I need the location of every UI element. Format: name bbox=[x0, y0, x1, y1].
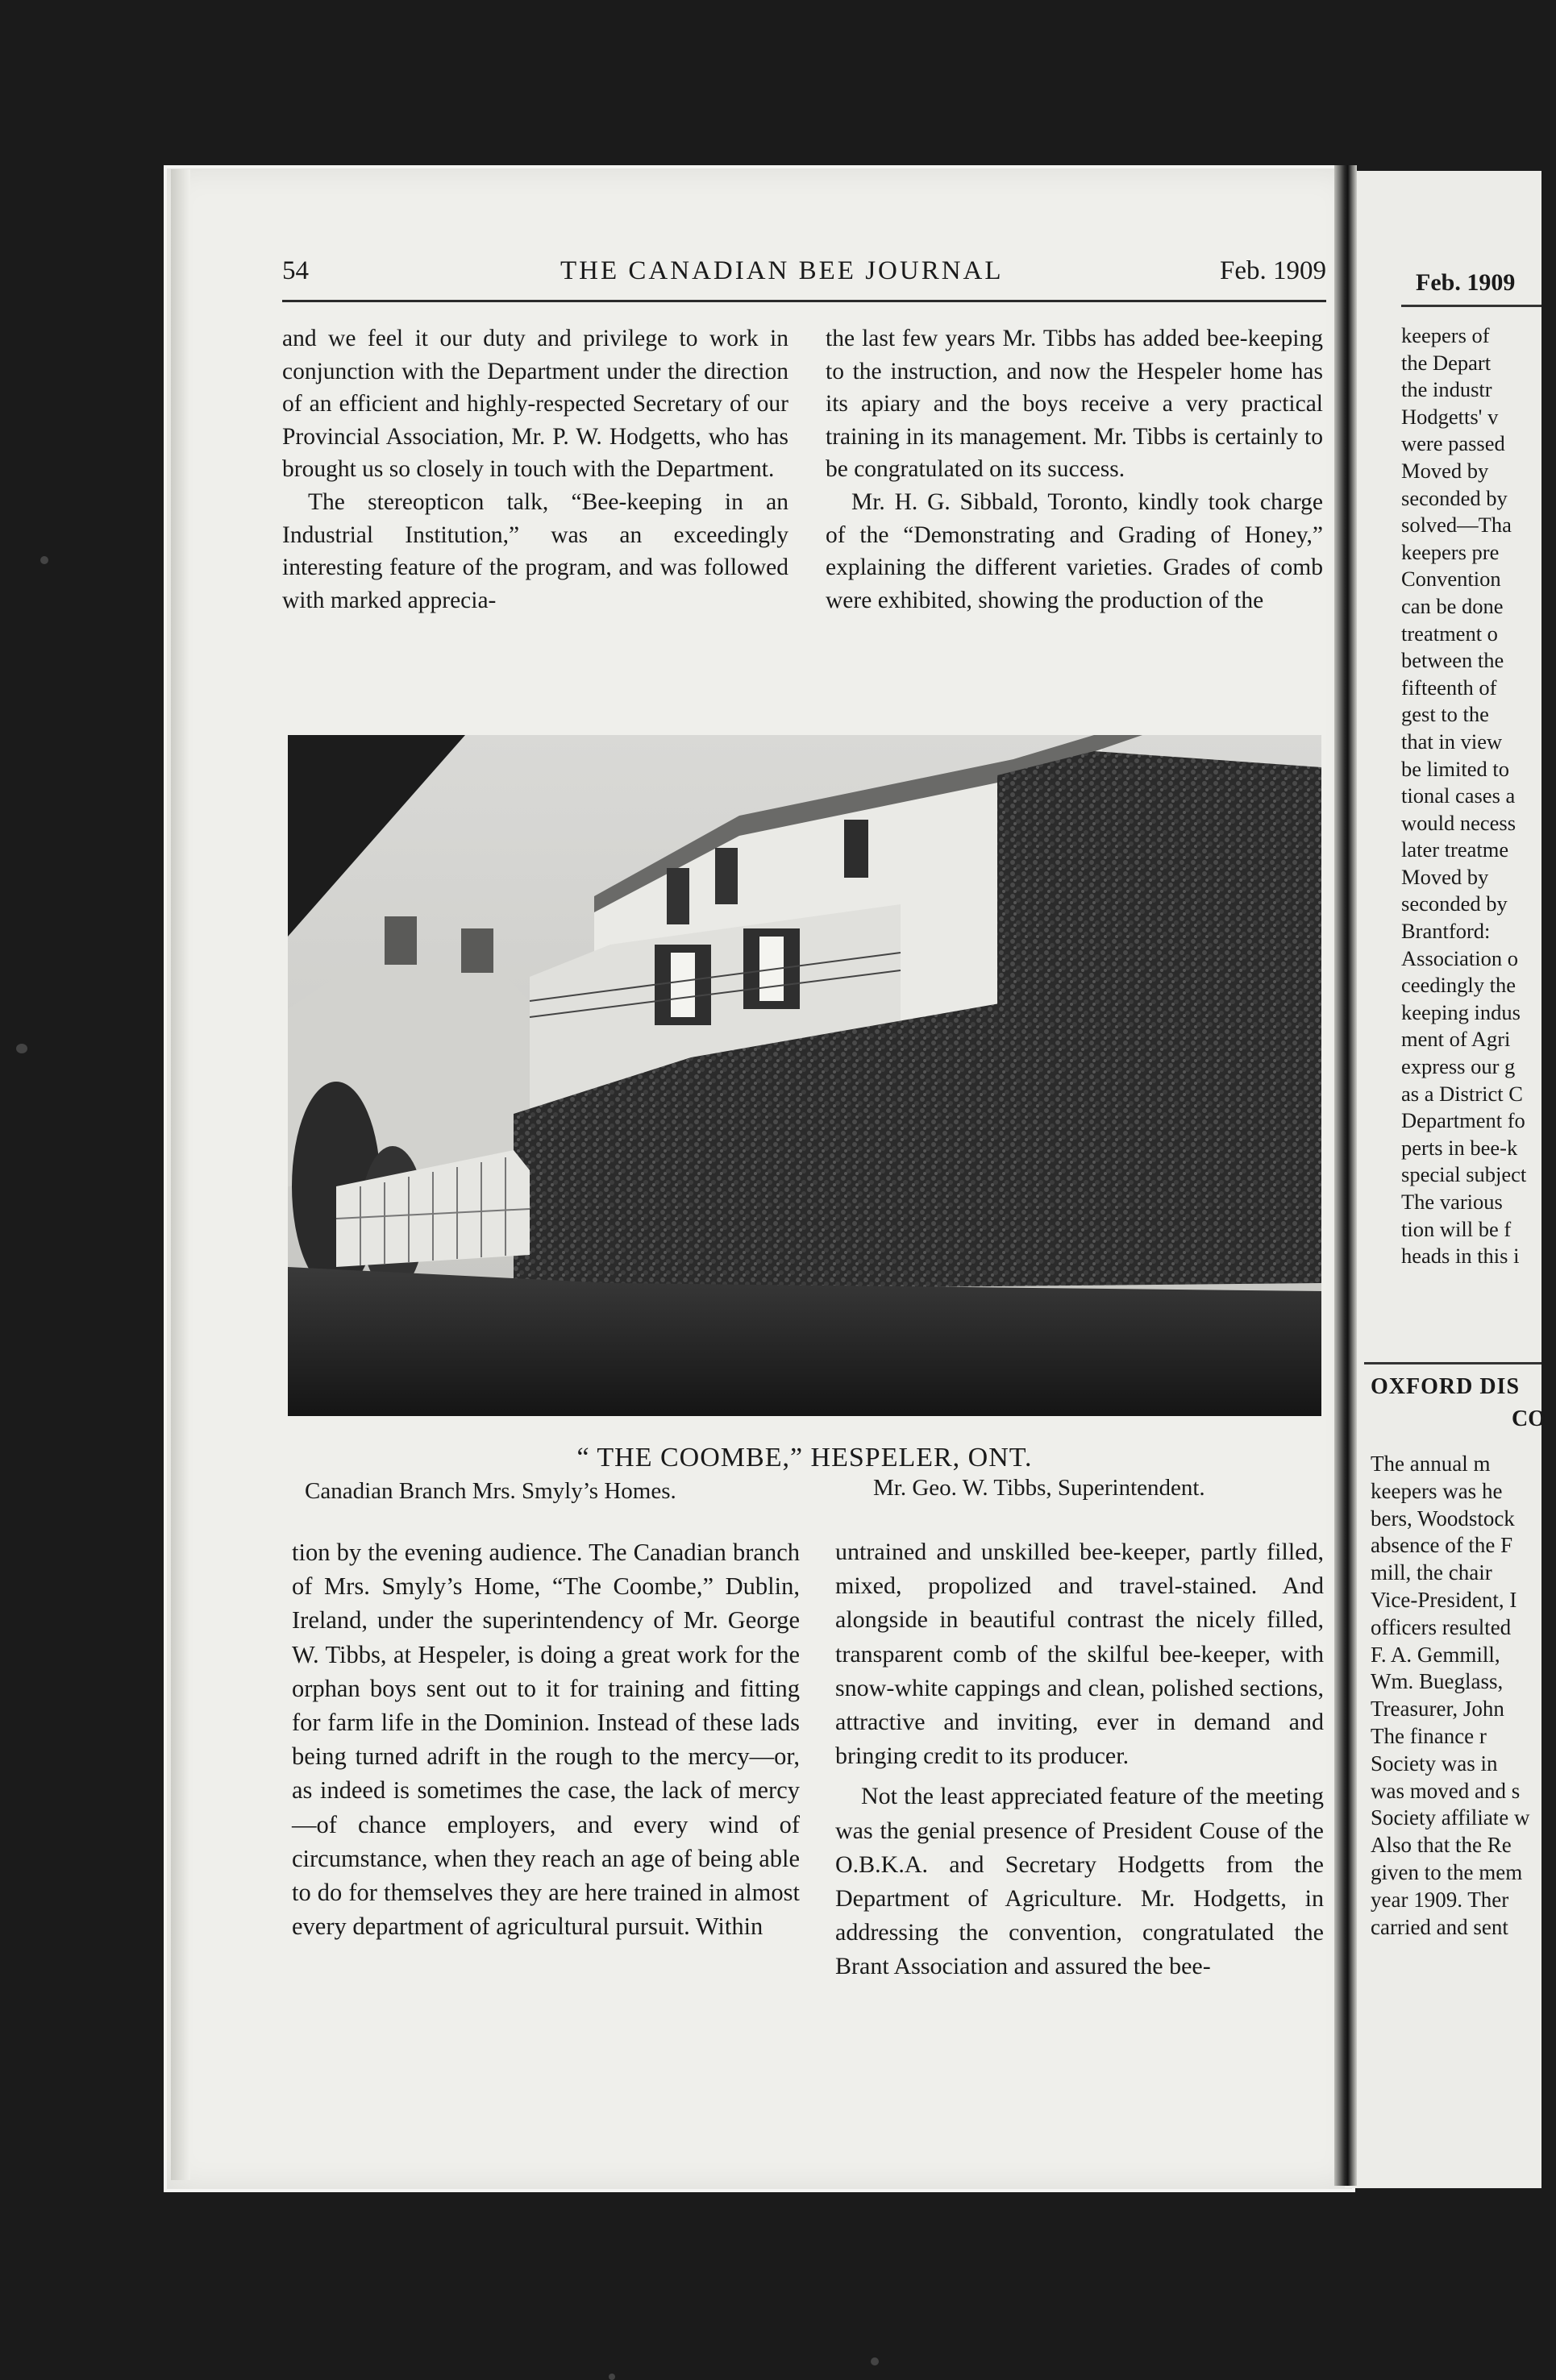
facing-page-line: bers, Woodstock bbox=[1371, 1506, 1515, 1531]
photo-caption-left: Canadian Branch Mrs. Smyly’s Homes. bbox=[305, 1478, 676, 1504]
facing-page-line: F. A. Gemmill, bbox=[1371, 1642, 1500, 1667]
facing-page-line: Department fo bbox=[1401, 1108, 1525, 1133]
facing-page-line: seconded by bbox=[1401, 891, 1508, 916]
facing-page-line: Society affiliate w bbox=[1371, 1805, 1530, 1830]
facing-page-line: as a District C bbox=[1401, 1081, 1523, 1106]
facing-page-section-heading-2: CO bbox=[1512, 1406, 1546, 1431]
facing-page-line: solved—Tha bbox=[1401, 513, 1512, 538]
facing-page-line: Brantford: bbox=[1401, 919, 1491, 944]
facing-page-line: Moved by bbox=[1401, 864, 1489, 889]
right-column-top bbox=[826, 322, 1323, 617]
facing-page-line: Society was in bbox=[1371, 1751, 1498, 1776]
facing-page-line: that in view bbox=[1401, 729, 1503, 754]
paragraph: Not the least appreciated feature of the meeting was the genial presence of President Couse of the O.B.K.A. and Secretary Hodgetts from the Department of Agriculture. Mr. Hodgetts, in addressing the convention, congratulated the Brant Association and assured the bee- bbox=[835, 1783, 1324, 1980]
facing-page-running-head: Feb. 1909 bbox=[1416, 269, 1516, 296]
left-column-top bbox=[282, 322, 788, 617]
scan-speck bbox=[16, 1044, 27, 1053]
photo-caption-right: Mr. Geo. W. Tibbs, Superintendent. bbox=[873, 1475, 1205, 1501]
journal-title: THE CANADIAN BEE JOURNAL bbox=[560, 256, 1004, 285]
facing-page-line: treatment o bbox=[1401, 621, 1498, 646]
facing-page-line: Treasurer, John bbox=[1371, 1697, 1504, 1722]
facing-page-line: Vice-President, I bbox=[1371, 1587, 1517, 1612]
facing-page-line: year 1909. Ther bbox=[1371, 1887, 1509, 1912]
facing-page-line: carried and sent bbox=[1371, 1914, 1508, 1939]
facing-page-line: keepers was he bbox=[1371, 1478, 1503, 1503]
paragraph: The stereopticon talk, “Bee-keeping in an Industrial Institution,” was an exceedingly interesting feature of the program, and was followed with marked apprecia- bbox=[282, 488, 788, 613]
facing-page-line: absence of the F bbox=[1371, 1533, 1513, 1558]
facing-page-line: can be done bbox=[1401, 593, 1504, 618]
facing-page-column-top bbox=[1401, 322, 1554, 1270]
facing-page-line: gest to the bbox=[1401, 702, 1489, 727]
facing-page-line: Moved by bbox=[1401, 458, 1489, 483]
facing-page-line: keeping indus bbox=[1401, 999, 1521, 1024]
facing-page-line: be limited to bbox=[1401, 756, 1509, 781]
page-number: 54 bbox=[282, 256, 309, 285]
issue-date: Feb. 1909 bbox=[1220, 256, 1326, 285]
house-illustration bbox=[288, 735, 1321, 1416]
facing-page-line: heads in this i bbox=[1401, 1244, 1520, 1269]
paragraph: tion by the evening audience. The Canadian branch of Mrs. Smyly’s Home, “The Coombe,” Dublin, Ireland, under the superintendency of Mr. George W. Tibbs, at Hespeler, is doing a great work for the orphan boys sent out to it for training and fitting for farm life in the Dominion. Instead of these lads being turned adrift in the rough to the mercy—or, as indeed is sometimes the case, the lack of mercy—of chance employers, and every wind of circumstance, when they reach an age of being able to do for themselves they are here trained in almost every department of agricultural pursuit. Within bbox=[292, 1539, 800, 1941]
facing-page-line: later treatme bbox=[1401, 837, 1509, 862]
facing-page-line: mill, the chair bbox=[1371, 1560, 1492, 1585]
facing-page-column-bottom bbox=[1371, 1451, 1556, 1941]
facing-page-line: were passed bbox=[1401, 431, 1505, 456]
header-rule bbox=[282, 300, 1326, 302]
facing-page-line: Also that the Re bbox=[1371, 1833, 1512, 1858]
facing-page-line: fifteenth of bbox=[1401, 675, 1497, 700]
facing-page-line: keepers pre bbox=[1401, 539, 1500, 564]
facing-page-line: officers resulted bbox=[1371, 1614, 1512, 1639]
paragraph: Mr. H. G. Sibbald, Toronto, kindly took charge of the “Demonstrating and Grading of Honey,” explaining the different varieties. Grades of comb were exhibited, showing the production of the bbox=[826, 488, 1323, 613]
facing-page-section-rule bbox=[1364, 1362, 1541, 1364]
right-column-bottom bbox=[835, 1535, 1324, 1984]
facing-page-line: keepers of bbox=[1401, 323, 1490, 347]
facing-page-line: express our g bbox=[1401, 1054, 1516, 1079]
facing-page-line: given to the mem bbox=[1371, 1859, 1523, 1884]
paragraph: untrained and unskilled bee-keeper, partly filled, mixed, propolized and travel-stained. And alongside in beautiful contrast the nicely filled, transparent comb of the skilful bee-keeper, with snow-white cappings and clean, polished sections, attractive and inviting, ever in demand and bringing credit to its producer. bbox=[835, 1539, 1324, 1770]
scan-speck bbox=[609, 2374, 615, 2380]
facing-page-line: was moved and s bbox=[1371, 1778, 1521, 1803]
facing-page-line: tion will be f bbox=[1401, 1216, 1512, 1241]
photo-the-coombe bbox=[288, 735, 1321, 1416]
facing-page-line: would necess bbox=[1401, 810, 1516, 835]
facing-page-line: the Depart bbox=[1401, 350, 1492, 375]
facing-page-line: Hodgetts' v bbox=[1401, 404, 1499, 429]
facing-page-line: perts in bee-k bbox=[1401, 1135, 1518, 1160]
facing-page-line: between the bbox=[1401, 648, 1504, 673]
facing-page-line: the industr bbox=[1401, 377, 1492, 402]
paragraph: the last few years Mr. Tibbs has added bee-keeping to the instruction, and now the Hespeler home has its apiary and the boys receive a very practical training in its management. Mr. Tibbs is certainly to be congratulated on its success. bbox=[826, 326, 1323, 483]
facing-page-line: special subject bbox=[1401, 1162, 1527, 1187]
facing-page-line: Wm. Bueglass, bbox=[1371, 1669, 1504, 1694]
paragraph: and we feel it our duty and privilege to work in conjunction with the Department under the direction of an efficient and highly-respected Secretary of our Provincial Association, Mr. P. W. Hodgetts, who has brought us so closely in touch with the Department. bbox=[282, 326, 788, 483]
facing-page-line: Association o bbox=[1401, 945, 1518, 970]
running-head bbox=[282, 256, 1326, 297]
facing-page-line: ment of Agri bbox=[1401, 1027, 1511, 1052]
book-gutter bbox=[1334, 165, 1357, 2186]
scan-speck bbox=[40, 556, 48, 564]
photo-caption-title: “ THE COOMBE,” HESPELER, ONT. bbox=[576, 1443, 1033, 1472]
facing-page-line: The finance r bbox=[1371, 1723, 1487, 1748]
scan-speck bbox=[871, 2357, 879, 2365]
facing-page-line: tional cases a bbox=[1401, 783, 1516, 808]
left-column-bottom bbox=[292, 1535, 800, 1943]
facing-page-line: The various bbox=[1401, 1190, 1503, 1214]
page-edge-shadow bbox=[171, 169, 190, 2180]
facing-page-section-heading: OXFORD DIS bbox=[1371, 1374, 1521, 1399]
facing-page-line: seconded by bbox=[1401, 485, 1508, 510]
facing-page-header-rule bbox=[1401, 305, 1541, 307]
facing-page-line: Convention bbox=[1401, 567, 1501, 592]
facing-page-line: ceedingly the bbox=[1401, 973, 1516, 998]
facing-page-line: The annual m bbox=[1371, 1452, 1491, 1476]
